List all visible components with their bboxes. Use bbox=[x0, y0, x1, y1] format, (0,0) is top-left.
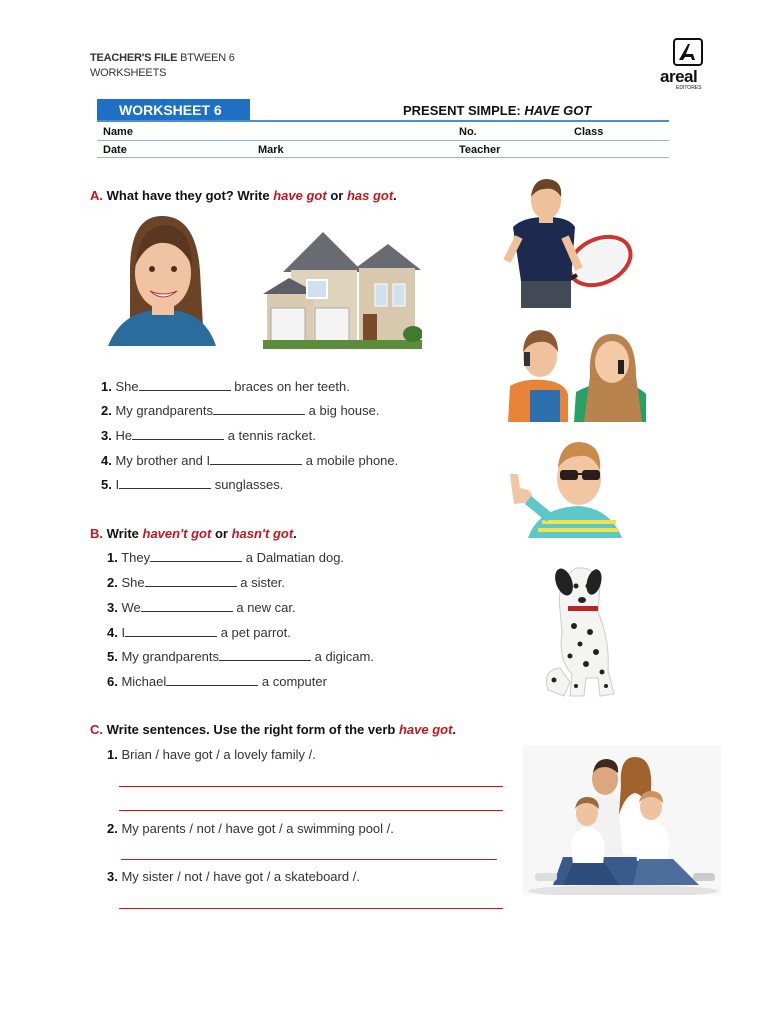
answer-line[interactable] bbox=[119, 786, 503, 787]
list-item bbox=[101, 403, 379, 418]
teachers-file-label bbox=[90, 52, 235, 64]
list-item bbox=[101, 453, 398, 468]
answer-blank[interactable] bbox=[210, 453, 302, 465]
answer-blank[interactable] bbox=[150, 550, 242, 562]
title-prefix: PRESENT SIMPLE: bbox=[403, 103, 525, 118]
worksheets-label: WORKSHEETS bbox=[90, 67, 167, 79]
item-text-after: a new car. bbox=[232, 600, 296, 615]
field-rule-1 bbox=[97, 140, 669, 141]
house-photo bbox=[263, 222, 422, 349]
item-number: 1. bbox=[107, 550, 118, 565]
section-b-text-2: or bbox=[211, 526, 232, 541]
sentence-item-2 bbox=[107, 821, 394, 836]
section-c-text: Write sentences. Use the right form of the verb bbox=[106, 722, 399, 737]
section-a-text-2: or bbox=[326, 188, 347, 203]
item-text-before: She bbox=[115, 379, 139, 394]
list-item bbox=[107, 600, 296, 615]
item-text-after: a pet parrot. bbox=[217, 625, 291, 640]
answer-blank[interactable] bbox=[213, 403, 305, 415]
field-mark-label: Mark bbox=[258, 144, 284, 156]
field-class-label: Class bbox=[574, 126, 604, 138]
sentence-item-1 bbox=[107, 747, 316, 762]
item-text-before: Michael bbox=[121, 674, 167, 689]
section-b-red-2: hasn't got bbox=[231, 526, 294, 541]
list-item bbox=[101, 477, 283, 492]
item-number: 1. bbox=[101, 379, 112, 394]
item-text-before: They bbox=[121, 550, 151, 565]
item-text-before: My grandparents bbox=[121, 649, 220, 664]
item-text-after: a big house. bbox=[305, 403, 380, 418]
girl-photo bbox=[100, 211, 221, 346]
areal-logo-icon bbox=[673, 38, 703, 66]
item-text-after: a tennis racket. bbox=[224, 428, 316, 443]
item-number: 2. bbox=[101, 403, 112, 418]
item-text-before: My brother and I bbox=[115, 453, 211, 468]
item-text-after: a computer bbox=[258, 674, 327, 689]
title-italic: HAVE GOT bbox=[524, 103, 592, 118]
item-text-after: a sister. bbox=[236, 575, 286, 590]
answer-line[interactable] bbox=[119, 908, 503, 909]
item-text-after: a digicam. bbox=[311, 649, 374, 664]
answer-blank[interactable] bbox=[119, 477, 211, 489]
section-b-text: Write bbox=[106, 526, 143, 541]
worksheet-title bbox=[403, 103, 591, 118]
item-text-before: I bbox=[121, 625, 126, 640]
logo-subtext: EDITORES bbox=[676, 85, 702, 91]
item-text-after: sunglasses. bbox=[211, 477, 284, 492]
worksheet-badge: WORKSHEET 6 bbox=[97, 99, 250, 121]
section-c-heading bbox=[90, 722, 456, 737]
item-number: 5. bbox=[107, 649, 118, 664]
answer-blank[interactable] bbox=[141, 600, 233, 612]
banner-rule bbox=[97, 120, 669, 122]
item-text-before: She bbox=[121, 575, 145, 590]
answer-line[interactable] bbox=[119, 810, 503, 811]
list-item bbox=[101, 428, 316, 443]
boy-tennis-photo bbox=[495, 177, 640, 308]
answer-blank[interactable] bbox=[166, 674, 258, 686]
field-name-label: Name bbox=[103, 126, 133, 138]
section-b-red-1: haven't got bbox=[142, 526, 212, 541]
list-item bbox=[107, 625, 291, 640]
section-a-red-2: has got bbox=[346, 188, 394, 203]
item-text-before: He bbox=[115, 428, 133, 443]
family-photo bbox=[523, 745, 721, 895]
course-label: BTWEEN 6 bbox=[180, 52, 235, 64]
sentence-item-3 bbox=[107, 869, 360, 884]
answer-blank[interactable] bbox=[125, 625, 217, 637]
item-number: 1. bbox=[107, 747, 118, 762]
section-b-text-3: . bbox=[293, 526, 297, 541]
item-number: 3. bbox=[107, 600, 118, 615]
field-date-label: Date bbox=[103, 144, 127, 156]
item-number: 6. bbox=[107, 674, 118, 689]
list-item bbox=[101, 379, 350, 394]
answer-blank[interactable] bbox=[145, 575, 237, 587]
field-no-label: No. bbox=[459, 126, 477, 138]
answer-blank[interactable] bbox=[132, 428, 224, 440]
item-number: 2. bbox=[107, 575, 118, 590]
list-item bbox=[107, 674, 327, 689]
item-number: 2. bbox=[107, 821, 118, 836]
section-c-red-1: have got bbox=[398, 722, 453, 737]
kids-phones-photo bbox=[508, 324, 647, 422]
sentence-prompt: My sister / not / have got / a skateboard /. bbox=[121, 869, 360, 884]
section-a-text: What have they got? Write bbox=[106, 188, 274, 203]
answer-blank[interactable] bbox=[219, 649, 311, 661]
item-text-before: We bbox=[121, 600, 141, 615]
list-item bbox=[107, 649, 374, 664]
section-a-heading bbox=[90, 188, 397, 203]
section-a-letter: A. bbox=[90, 188, 103, 203]
item-number: 3. bbox=[107, 869, 118, 884]
item-number: 4. bbox=[101, 453, 112, 468]
sentence-prompt: Brian / have got / a lovely family /. bbox=[121, 747, 316, 762]
item-text-after: a mobile phone. bbox=[302, 453, 399, 468]
section-c-letter: C. bbox=[90, 722, 103, 737]
logo-wordmark: areal bbox=[660, 67, 698, 86]
section-c-text-2: . bbox=[452, 722, 457, 737]
sentence-prompt: My parents / not / have got / a swimming pool /. bbox=[121, 821, 394, 836]
field-teacher-label: Teacher bbox=[459, 144, 501, 156]
list-item bbox=[107, 575, 285, 590]
item-text-before: I bbox=[115, 477, 120, 492]
section-b-heading bbox=[90, 526, 297, 541]
boy-sunglasses-photo bbox=[498, 434, 625, 538]
item-text-after: braces on her teeth. bbox=[230, 379, 350, 394]
item-text-after: a Dalmatian dog. bbox=[242, 550, 345, 565]
field-rule-2 bbox=[97, 157, 669, 158]
dalmatian-photo bbox=[540, 560, 620, 700]
file-label: TEACHER'S FILE bbox=[90, 52, 178, 64]
item-number: 5. bbox=[101, 477, 112, 492]
section-a-red-1: have got bbox=[273, 188, 327, 203]
answer-blank[interactable] bbox=[139, 379, 231, 391]
list-item bbox=[107, 550, 344, 565]
item-text-before: My grandparents bbox=[115, 403, 214, 418]
item-number: 3. bbox=[101, 428, 112, 443]
section-a-text-3: . bbox=[393, 188, 397, 203]
section-b-letter: B. bbox=[90, 526, 103, 541]
item-number: 4. bbox=[107, 625, 118, 640]
answer-line[interactable] bbox=[121, 859, 497, 860]
